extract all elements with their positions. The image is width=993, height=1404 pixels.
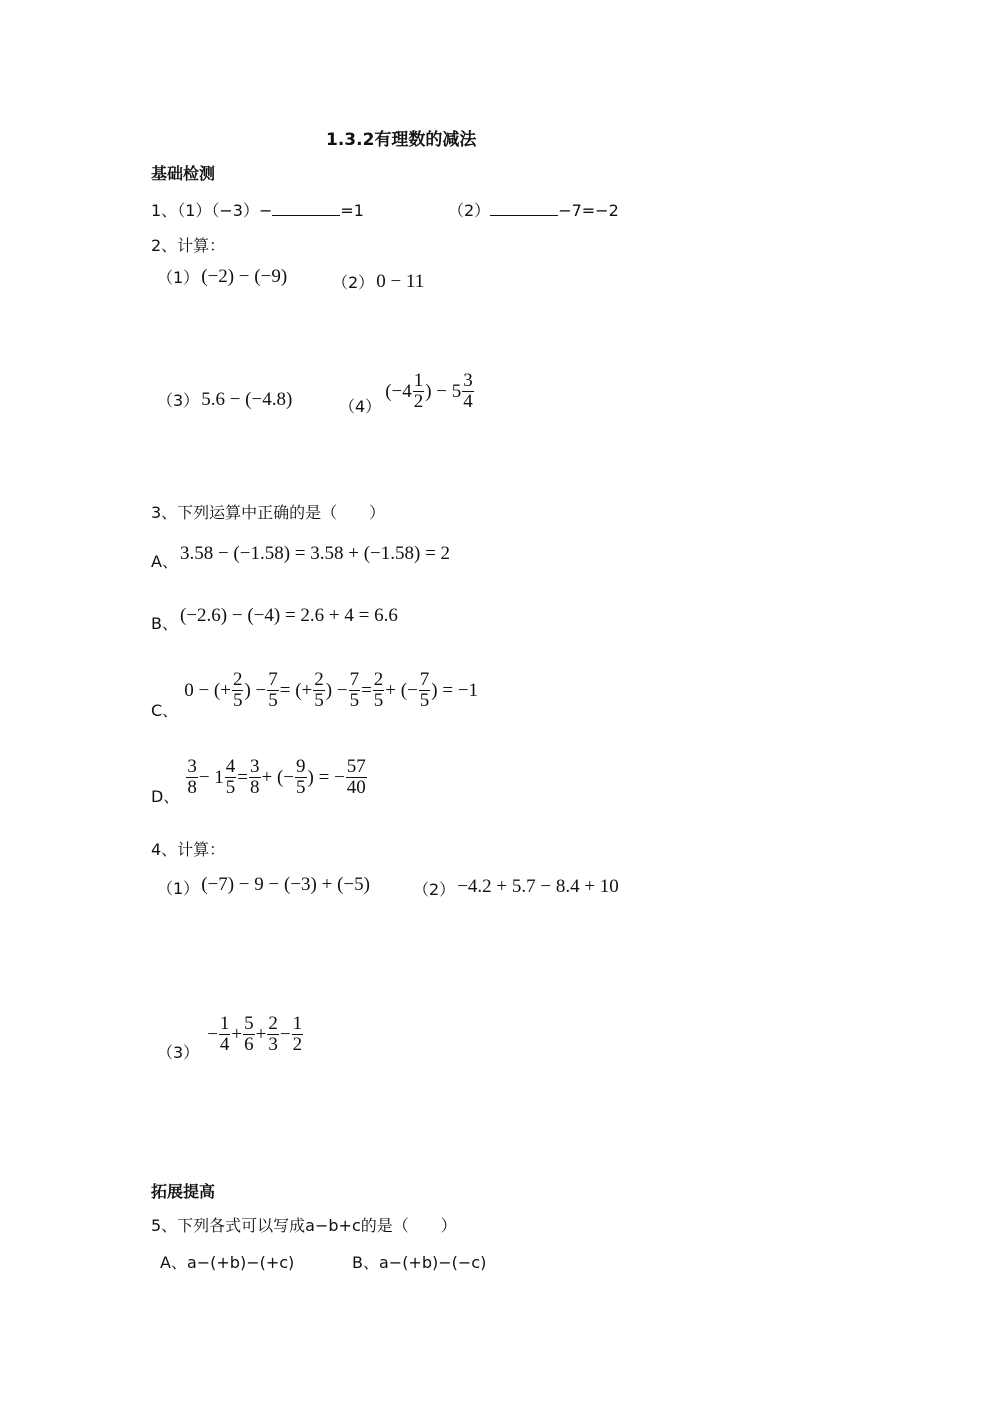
q3-option-a[interactable]	[151, 535, 450, 572]
q3-prompt: 3、下列运算中正确的是（ ）	[151, 503, 386, 522]
q1-part2-text: −7=−2	[558, 201, 619, 220]
q2-item-2-expression: 0 − 11	[376, 270, 425, 292]
q4-item-1-expression: (−7) − 9 − (−3) + (−5)	[201, 873, 370, 895]
q2-item-2-label: （2）	[332, 273, 375, 292]
q2-item-3-label: （3）	[157, 391, 200, 410]
q4-item-1	[157, 870, 370, 899]
q3-option-b-label: B、	[151, 614, 178, 633]
q3-option-d[interactable]	[151, 748, 368, 807]
q4-item-3-label: （3）	[157, 1043, 200, 1062]
question-1-part-2	[448, 198, 619, 221]
q2-item-3	[157, 388, 292, 411]
q3-option-c[interactable]	[151, 660, 478, 721]
q1-part1-text: （−3）−	[211, 201, 273, 220]
q5-prompt: 5、下列各式可以写成a−b+c的是（ ）	[151, 1216, 457, 1235]
q4-item-3	[157, 1006, 304, 1063]
q4-item-3-expression: − $\frac{1}{4}$ + $\frac{5}{6}$ + $\frac{2}{3}$ − $\frac{1}{2}$	[207, 1013, 303, 1055]
section-heading-extension: 拓展提高	[151, 1182, 216, 1201]
q2-item-4-expr-mid: ) − 5	[425, 380, 462, 402]
q1-part1-blank[interactable]	[272, 201, 340, 216]
q2-item-4-expression	[385, 371, 475, 412]
q3-option-b-expression: (−2.6) − (−4) = 2.6 + 4 = 6.6	[179, 604, 398, 626]
q4-prompt: 4、计算：	[151, 840, 226, 859]
q1-number: 1、	[151, 201, 178, 220]
q1-part2-blank[interactable]	[490, 201, 558, 216]
q2-prompt: 2、计算：	[151, 236, 226, 255]
q2-item-1	[157, 265, 287, 288]
q2-item-4-label: （4）	[339, 397, 382, 416]
q3-option-d-expression: $\frac{3}{8}$ − 1 $\frac{4}{5}$ = $\frac{3}{8}$ + (− $\frac{9}{5}$ ) = − $\frac{57}{40}$	[187, 756, 366, 798]
q1-part1-result: =1	[340, 201, 364, 220]
q2-item-4-fraction-2: $\frac{3}{4}$	[463, 370, 473, 412]
q2-item-2	[332, 270, 424, 293]
q4-item-1-label: （1）	[157, 879, 200, 898]
q4-item-2	[413, 873, 619, 900]
q2-item-1-expression: (−2) − (−9)	[201, 265, 288, 287]
q3-option-c-label: C、	[151, 701, 179, 720]
q1-part1-label: （1）	[177, 201, 212, 220]
q5-option-a[interactable]: A、a−(+b)−(+c)	[160, 1253, 295, 1272]
q3-option-b[interactable]	[151, 597, 398, 634]
q3-option-d-label: D、	[151, 787, 180, 806]
q3-option-a-expression: 3.58 − (−1.58) = 3.58 + (−1.58) = 2	[179, 542, 451, 564]
q5-option-b[interactable]: B、a−(+b)−(−c)	[352, 1253, 487, 1272]
q4-item-2-label: （2）	[413, 880, 456, 899]
q4-item-2-expression: −4.2 + 5.7 − 8.4 + 10	[457, 875, 619, 897]
q2-item-4-fraction-1: $\frac{1}{2}$	[413, 370, 424, 412]
q3-option-a-label: A、	[151, 552, 178, 571]
q2-item-3-expression: 5.6 − (−4.8)	[201, 388, 293, 410]
q2-item-4-expr-start: (−4	[385, 380, 412, 402]
q2-item-4	[339, 366, 475, 417]
question-1	[151, 198, 364, 221]
section-heading-basic: 基础检测	[151, 164, 216, 183]
q3-option-c-expression: 0 − (+ $\frac{2}{5}$ ) − $\frac{7}{5}$ = (+ $\frac{2}{5}$ ) − $\frac{7}{5}$ = $\frac{2}{5}$ + (− $\frac{7}{5}$ ) = −1	[184, 669, 479, 711]
q1-part2-label: （2）	[448, 201, 491, 220]
q2-item-1-label: （1）	[157, 268, 200, 287]
page-title: 1.3.2有理数的减法	[326, 130, 477, 150]
